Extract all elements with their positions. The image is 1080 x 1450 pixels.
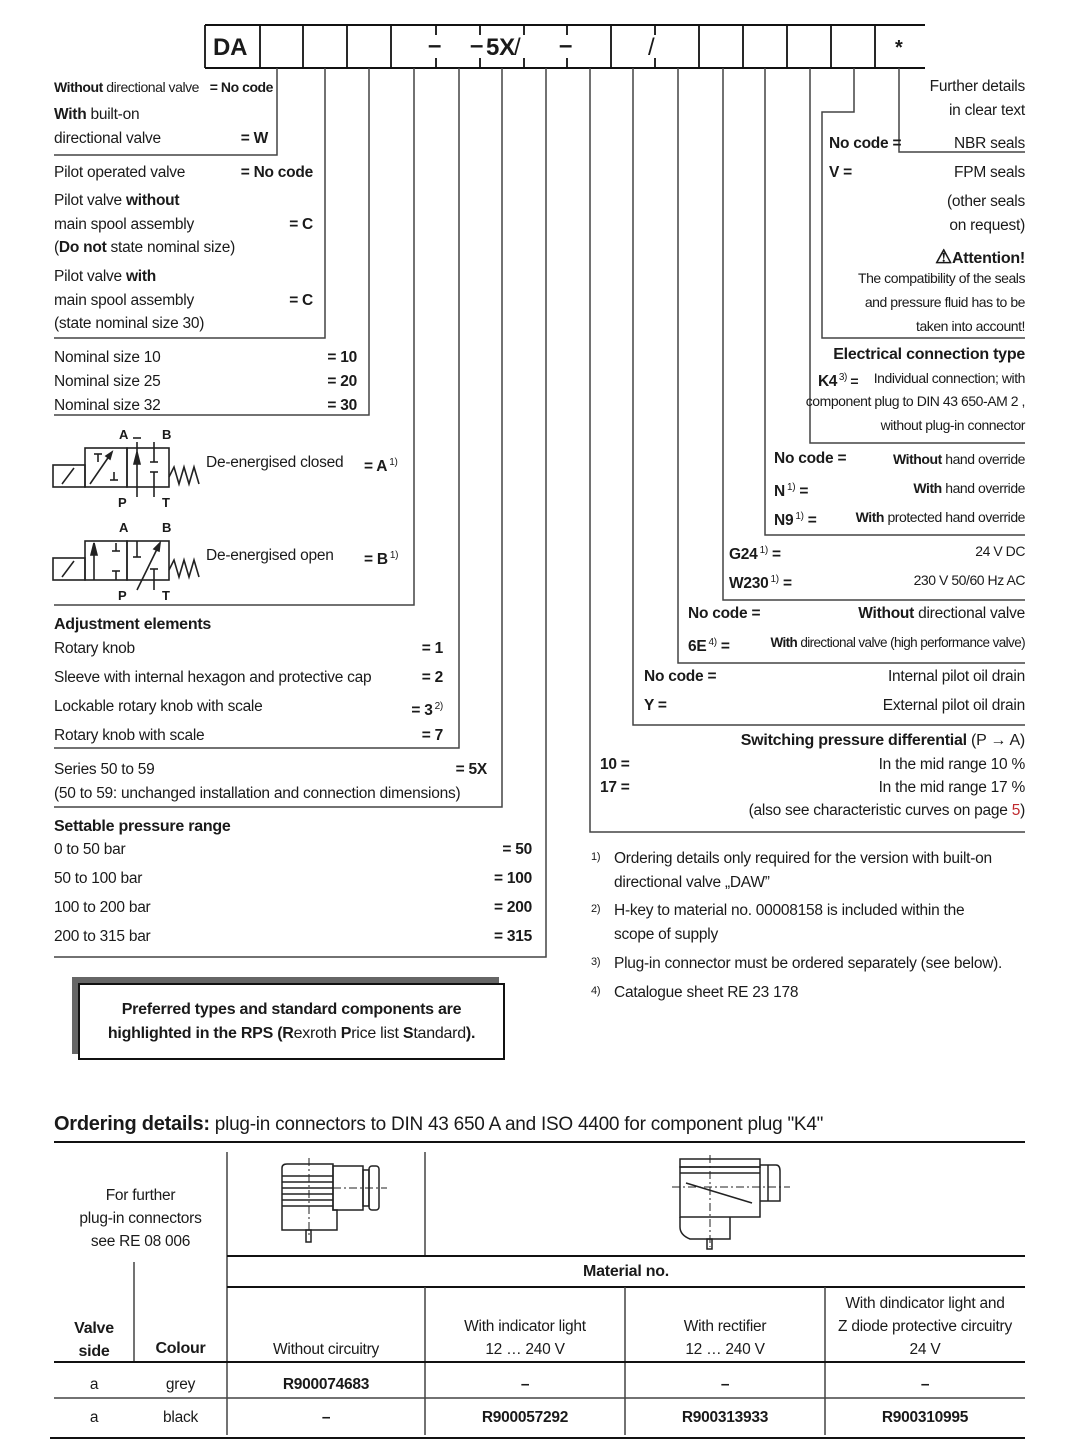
footnote-number: 4)	[591, 985, 601, 997]
notice-line: Preferred types and standard components are	[121, 1000, 462, 1018]
option-seals: No code = NBR seals	[829, 135, 1025, 152]
seals-note: (other seals	[947, 193, 1025, 210]
connector-plug-icon	[275, 1158, 395, 1248]
col-header-colour: Colour	[155, 1340, 206, 1357]
section-title-pressure: Settable pressure range	[54, 818, 231, 835]
footnote-text: H-key to material no. 00008158 is included within the	[614, 902, 965, 919]
option-pressure: 50 to 100 bar = 100	[54, 870, 532, 887]
further-connectors-note: For further plug-in connectors see RE 08 006	[79, 1187, 202, 1250]
footnote-number: 2)	[591, 903, 601, 915]
col-header-indicator-light: With indicator light 12 … 240 V	[464, 1318, 586, 1358]
cell-material-no: R900313933	[681, 1409, 769, 1426]
option-pilot-without-code: main spool assembly = C	[54, 216, 313, 233]
page-link[interactable]: 5	[1011, 802, 1021, 819]
attention-text: taken into account!	[916, 318, 1025, 334]
option-pilot-drain: Y = External pilot oil drain	[644, 697, 1025, 714]
footnote-text: Catalogue sheet RE 23 178	[614, 984, 799, 1001]
option-pilot-with-note: (state nominal size 30)	[54, 315, 205, 332]
code-series: 5X	[486, 34, 515, 61]
attention-text: The compatibility of the seals	[857, 270, 1025, 286]
option-pressure: 200 to 315 bar = 315	[54, 928, 532, 945]
footnote-text: scope of supply	[614, 926, 718, 943]
cell-material-no: –	[920, 1376, 930, 1393]
option-adjustment: Rotary knob = 1	[54, 640, 443, 657]
option-without-directional-valve: Without directional valve = No code	[54, 79, 273, 95]
option-directional-valve: No code = Without directional valve	[688, 605, 1025, 622]
cell-colour: black	[163, 1409, 198, 1426]
option-electrical-k4: K4 $^{3)}$ = Individual connection; with	[818, 370, 1025, 390]
cell-material-no: –	[321, 1409, 331, 1426]
col-header-indicator-z-diode: With dindicator light and Z diode protective circuitry 24 V	[838, 1295, 1012, 1358]
option-pilot-without-note: (Do not state nominal size)	[54, 239, 236, 256]
option-adjustment: Lockable rotary knob with scale = 3 $^{2)}$	[54, 698, 443, 719]
valve-symbol-icons	[50, 422, 205, 607]
option-pilot-drain: No code = Internal pilot oil drain	[644, 668, 1025, 685]
port-label-p: P	[118, 495, 127, 510]
switching-note: (also see characteristic curves on page 5)	[748, 802, 1025, 819]
cell-material-no: –	[720, 1376, 730, 1393]
port-label-a: A	[119, 427, 129, 442]
cell-colour: grey	[165, 1376, 196, 1393]
warning-triangle-icon: ⚠	[935, 247, 952, 268]
code-prefix: DA	[213, 34, 248, 61]
further-details-text: Further details	[929, 78, 1025, 95]
option-hand-override: N9 $^{1)}$ = With protected hand override	[774, 509, 1025, 529]
port-label-t: T	[162, 495, 170, 510]
footnote-number: 1)	[591, 851, 601, 863]
valve-symbol-closed-icon	[53, 438, 199, 497]
code-slash: /	[648, 34, 655, 61]
notice-line: highlighted in the RPS (Rexroth Price list Standard).	[107, 1024, 476, 1042]
footnote-text: directional valve „DAW”	[614, 874, 770, 891]
option-pilot-with: Pilot valve with	[54, 268, 156, 285]
attention-text: and pressure fluid has to be	[864, 294, 1025, 310]
cell-material-no: R900074683	[282, 1376, 370, 1393]
further-details-text: in clear text	[948, 102, 1025, 119]
option-pressure: 0 to 50 bar = 50	[54, 841, 532, 858]
option-switching: 10 = In the mid range 10 %	[600, 756, 1025, 773]
seals-note: on request)	[949, 217, 1025, 234]
option-de-energised-open: De-energised open	[206, 547, 334, 564]
option-with-directional-valve: With built-on	[54, 106, 140, 123]
option-voltage: W230 $^{1)}$ = 230 V 50/60 Hz AC	[729, 572, 1025, 592]
option-directional-valve: 6E $^{4)}$ = With directional valve (high performance valve)	[688, 635, 1025, 655]
code-dash: –	[559, 32, 573, 59]
option-pilot-operated: Pilot operated valve = No code	[54, 164, 313, 181]
material-no-header: Material no.	[583, 1263, 669, 1280]
connector-plug-led-icon	[672, 1155, 797, 1253]
option-seals: V = FPM seals	[829, 164, 1025, 181]
option-with-directional-valve-code: directional valve = W	[54, 130, 268, 147]
code-star: *	[895, 37, 903, 59]
rps-notice-box	[78, 983, 505, 1060]
port-label-p: P	[118, 588, 127, 603]
option-de-energised-closed-code: = A $^{1)}$	[364, 457, 398, 475]
option-pilot-without: Pilot valve without	[54, 192, 180, 209]
option-de-energised-open-code: = B $^{1)}$	[364, 550, 399, 568]
footnote-text: Ordering details only required for the version with built-on	[614, 850, 992, 867]
option-pressure: 100 to 200 bar = 200	[54, 899, 532, 916]
code-dash: –	[428, 32, 442, 59]
footnote-text: Plug-in connector must be ordered separately (see below).	[614, 955, 1003, 972]
cell-side: a	[89, 1409, 99, 1426]
option-hand-override: No code = Without hand override	[774, 450, 1025, 467]
option-pilot-with-code: main spool assembly = C	[54, 292, 313, 309]
footnote-number: 3)	[591, 956, 601, 968]
option-switching: 17 = In the mid range 17 %	[600, 779, 1025, 796]
electrical-text: without plug-in connector	[880, 417, 1025, 433]
cell-material-no: R900057292	[481, 1409, 569, 1426]
port-label-a: A	[119, 520, 129, 535]
code-slash: /	[514, 34, 521, 61]
section-title-adjustment: Adjustment elements	[54, 616, 212, 633]
option-adjustment: Rotary knob with scale = 7	[54, 727, 443, 744]
section-title-switching: Switching pressure differential (P → A)	[740, 732, 1025, 749]
option-nominal-size: Nominal size 32 = 30	[54, 397, 357, 414]
option-adjustment: Sleeve with internal hexagon and protective cap = 2	[54, 669, 443, 686]
option-series: Series 50 to 59 = 5X	[54, 761, 487, 778]
col-header-rectifier: With rectifier 12 … 240 V	[683, 1318, 767, 1358]
port-label-b: B	[162, 520, 172, 535]
cell-side: a	[89, 1376, 99, 1393]
valve-symbol-open-icon	[53, 541, 199, 590]
series-note: (50 to 59: unchanged installation and connection dimensions)	[54, 785, 461, 802]
option-voltage: G24 $^{1)}$ = 24 V DC	[729, 543, 1025, 563]
option-de-energised-closed: De-energised closed	[206, 454, 344, 471]
option-nominal-size: Nominal size 10 = 10	[54, 349, 357, 366]
col-header-without-circuitry: Without circuitry	[273, 1341, 379, 1358]
option-hand-override: N $^{1)}$ = With hand override	[774, 480, 1025, 500]
cell-material-no: R900310995	[881, 1409, 969, 1426]
section-title-electrical: Electrical connection type	[833, 346, 1025, 363]
ordering-title: Ordering details: plug-in connectors to DIN 43 650 A and ISO 4400 for component plug "K4"	[54, 1113, 824, 1135]
option-nominal-size: Nominal size 25 = 20	[54, 373, 357, 390]
port-label-b: B	[162, 427, 172, 442]
attention-heading: ⚠Attention!	[935, 247, 1025, 268]
col-header-valve-side: Valve side	[74, 1320, 114, 1360]
cell-material-no: –	[520, 1376, 530, 1393]
code-dash: –	[470, 32, 484, 59]
port-label-t: T	[162, 588, 170, 603]
electrical-text: component plug to DIN 43 650-AM 2 ,	[805, 393, 1025, 409]
